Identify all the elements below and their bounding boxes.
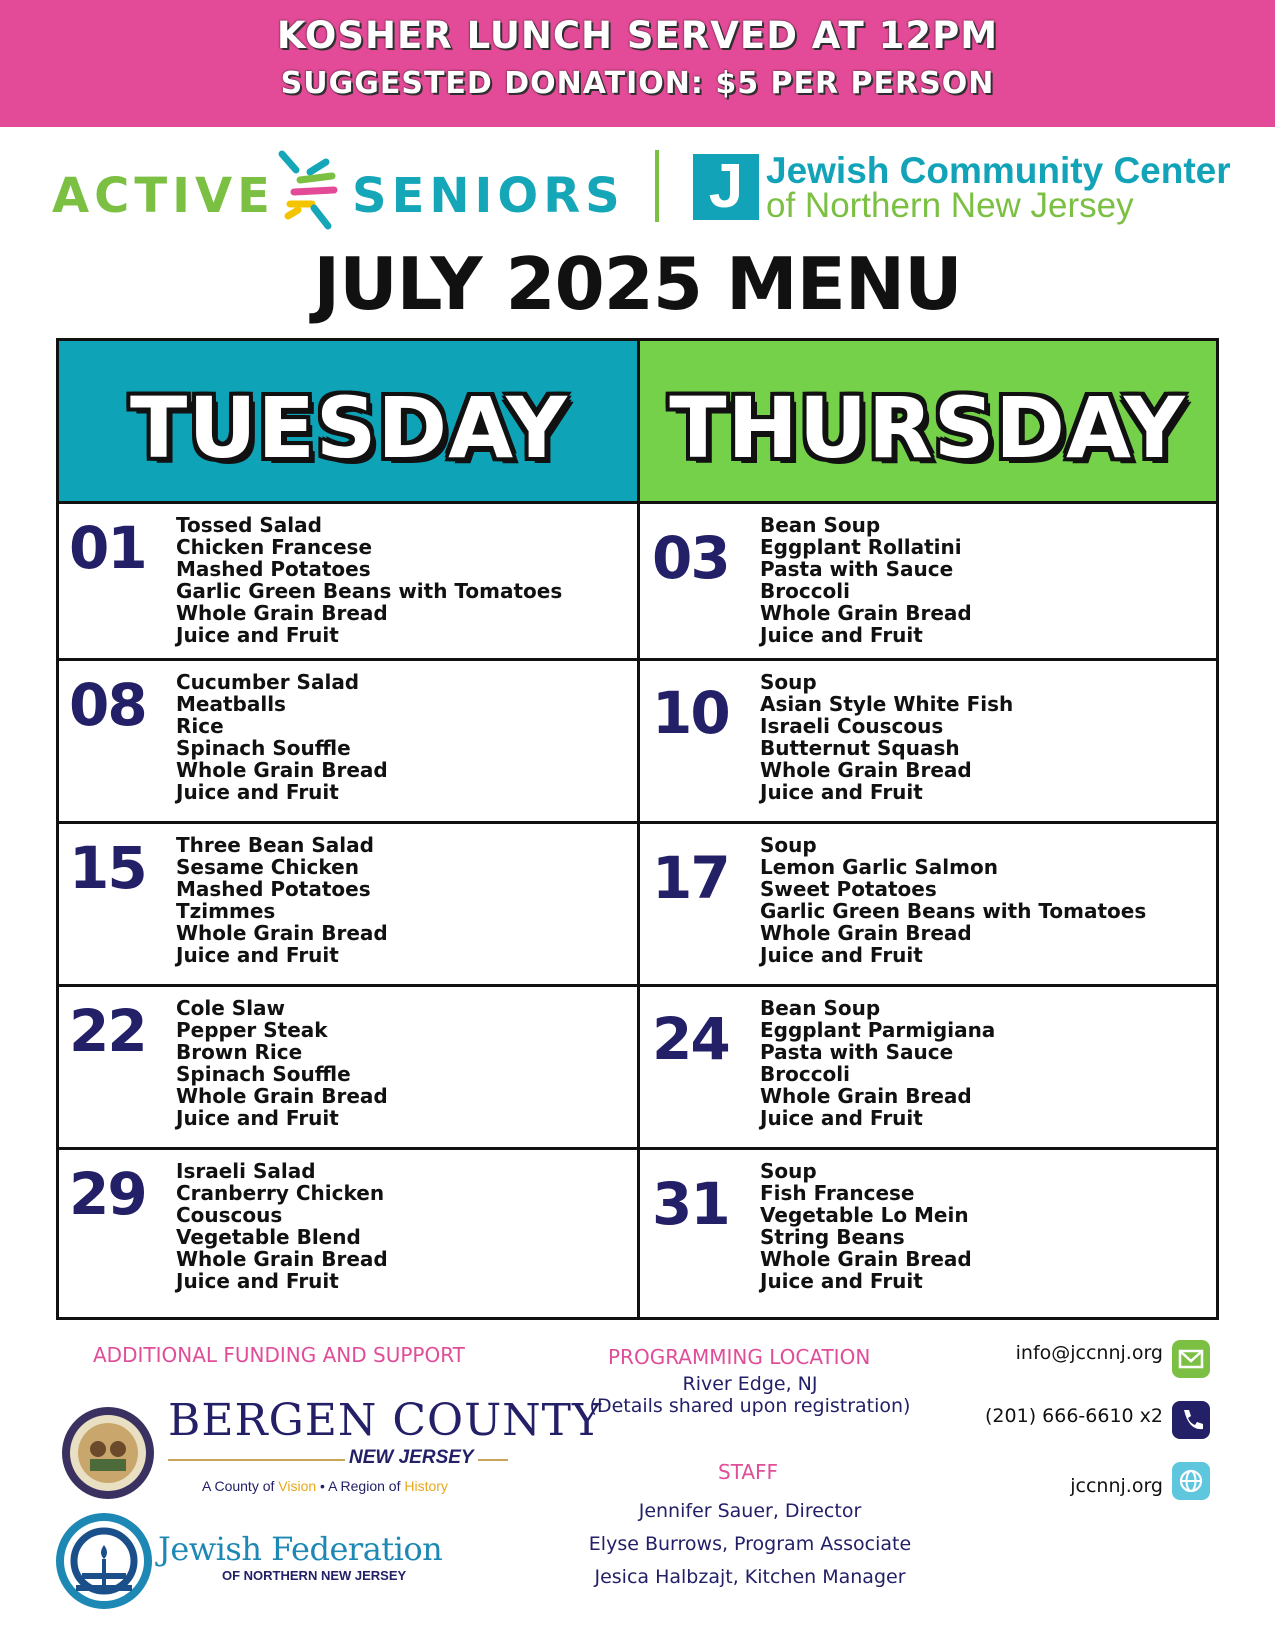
menu-item: Whole Grain Bread [176, 1084, 388, 1108]
menu-item: Spinach Souffle [176, 736, 351, 760]
menu-item: Bean Soup [760, 513, 881, 537]
menu-item: Cole Slaw [176, 996, 286, 1020]
tagline-part: A County of [202, 1478, 279, 1494]
menu-cell-tuesday [59, 1150, 637, 1310]
menu-item: Whole Grain Bread [760, 921, 972, 945]
lunch-time-text: KOSHER LUNCH SERVED AT 12PM [276, 14, 999, 57]
menu-item: Sweet Potatoes [760, 877, 937, 901]
menu-items [176, 1160, 388, 1292]
seniors-logo-text: SENIORS [352, 168, 625, 224]
jcc-logo-mark: J [693, 154, 759, 220]
menu-item: Couscous [176, 1203, 283, 1227]
funding-title: ADDITIONAL FUNDING AND SUPPORT [93, 1343, 465, 1367]
menu-item: Juice and Fruit [176, 943, 339, 967]
menu-cell-thursday [640, 987, 1216, 1147]
menu-item: Vegetable Blend [176, 1225, 361, 1249]
menu-item: Whole Grain Bread [760, 1084, 972, 1108]
menu-item: Juice and Fruit [760, 1269, 923, 1293]
menu-cell-tuesday [59, 824, 637, 984]
menu-items [760, 514, 972, 646]
menu-cell-thursday [640, 824, 1216, 984]
menu-item: Israeli Couscous [760, 714, 944, 738]
menu-item: Whole Grain Bread [760, 1247, 972, 1271]
thursday-header [639, 341, 1216, 504]
tuesday-header-label: TUESDAY [130, 379, 568, 477]
menu-item: Rice [176, 714, 224, 738]
menu-items [760, 1160, 972, 1292]
day-number: 24 [652, 1005, 729, 1073]
menu-cell-tuesday [59, 504, 637, 664]
jcc-name-line2: of Northern New Jersey [766, 186, 1134, 225]
menu-cell-thursday [640, 1150, 1216, 1310]
menu-item: Soup [760, 1159, 817, 1183]
menu-item: Whole Grain Bread [760, 758, 972, 782]
menu-cell-thursday [640, 661, 1216, 821]
menu-item: Asian Style White Fish [760, 692, 1014, 716]
menu-item: Whole Grain Bread [176, 921, 388, 945]
donation-text: SUGGESTED DONATION: $5 PER PERSON [280, 66, 995, 101]
thursday-header-label: THURSDAY [669, 379, 1186, 477]
menu-item: Cranberry Chicken [176, 1181, 385, 1205]
day-number: 22 [69, 997, 146, 1065]
menu-item: Lemon Garlic Salmon [760, 855, 998, 879]
menu-item: Whole Grain Bread [760, 601, 972, 625]
menu-item: Soup [760, 833, 817, 857]
menu-item: Broccoli [760, 579, 851, 603]
tagline-part: • A Region of [316, 1478, 405, 1494]
email-link[interactable]: info@jccnnj.org [1015, 1342, 1163, 1364]
staff-member: Elyse Burrows, Program Associate [588, 1533, 912, 1555]
menu-items [176, 997, 388, 1129]
menu-item: Broccoli [760, 1062, 851, 1086]
menu-item: Garlic Green Beans with Tomatoes [760, 899, 1147, 923]
tagline-highlight: Vision [278, 1478, 317, 1494]
tuesday-header [59, 341, 639, 504]
menu-item: Mashed Potatoes [176, 877, 371, 901]
bergen-county-title: BERGEN COUNTY [168, 1395, 603, 1446]
top-banner [0, 0, 1275, 127]
day-number: 15 [69, 834, 146, 902]
menu-item: Whole Grain Bread [176, 1247, 388, 1271]
location-details: (Details shared upon registration) [589, 1395, 911, 1417]
menu-item: Juice and Fruit [176, 1269, 339, 1293]
menu-item: Pasta with Sauce [760, 1040, 954, 1064]
menu-item: Eggplant Rollatini [760, 535, 962, 559]
staff-member: Jesica Halbzajt, Kitchen Manager [594, 1566, 906, 1588]
menu-item: Juice and Fruit [760, 1106, 923, 1130]
menu-item: Pepper Steak [176, 1018, 328, 1042]
menu-item: Spinach Souffle [176, 1062, 351, 1086]
menu-item: Vegetable Lo Mein [760, 1203, 969, 1227]
menu-item: Mashed Potatoes [176, 557, 371, 581]
menu-cell-thursday [640, 504, 1216, 664]
menu-item: Eggplant Parmigiana [760, 1018, 996, 1042]
runner-icon [272, 148, 352, 233]
menu-item: Meatballs [176, 692, 286, 716]
logo-divider [655, 150, 659, 222]
menu-item: Juice and Fruit [176, 623, 339, 647]
menu-item: Butternut Squash [760, 736, 960, 760]
menu-cell-tuesday [59, 661, 637, 821]
menu-item: Israeli Salad [176, 1159, 316, 1183]
menu-item: Tzimmes [176, 899, 276, 923]
day-number: 03 [652, 524, 729, 592]
menu-item: Cucumber Salad [176, 670, 360, 694]
menu-items [760, 997, 995, 1129]
menu-item: String Beans [760, 1225, 905, 1249]
bergen-seal-icon [60, 1405, 156, 1501]
menu-item: Soup [760, 670, 817, 694]
menu-items [176, 671, 388, 803]
staff-member: Jennifer Sauer, Director [638, 1500, 862, 1522]
staff-title: STAFF [718, 1460, 779, 1484]
page-title: JULY 2025 MENU [313, 242, 962, 326]
day-number: 31 [652, 1170, 729, 1238]
day-number: 29 [69, 1160, 146, 1228]
menu-cell-tuesday [59, 987, 637, 1147]
menu-table [56, 338, 1219, 1320]
menorah-icon [56, 1513, 152, 1609]
location-city: River Edge, NJ [682, 1373, 818, 1395]
menu-item: Whole Grain Bread [176, 601, 388, 625]
menu-item: Sesame Chicken [176, 855, 359, 879]
menu-item: Brown Rice [176, 1040, 303, 1064]
tagline-highlight: History [404, 1478, 448, 1494]
location-title: PROGRAMMING LOCATION [608, 1345, 871, 1369]
menu-item: Pasta with Sauce [760, 557, 954, 581]
menu-item: Tossed Salad [176, 513, 322, 537]
menu-item: Chicken Francese [176, 535, 373, 559]
federation-name: Jewish Federation [158, 1530, 443, 1568]
day-number: 01 [69, 514, 146, 582]
jcc-name-line1: Jewish Community Center [766, 150, 1231, 191]
menu-item: Juice and Fruit [176, 1106, 339, 1130]
menu-item: Whole Grain Bread [176, 758, 388, 782]
menu-item: Juice and Fruit [760, 943, 923, 967]
globe-icon [1172, 1462, 1210, 1500]
email-icon [1172, 1340, 1210, 1378]
phone-icon [1172, 1401, 1210, 1439]
menu-item: Bean Soup [760, 996, 881, 1020]
menu-item: Juice and Fruit [760, 780, 923, 804]
day-number: 08 [69, 671, 146, 739]
menu-item: Three Bean Salad [176, 833, 374, 857]
menu-items [760, 671, 1013, 803]
website-link[interactable]: jccnnj.org [1070, 1475, 1163, 1497]
menu-item: Fish Francese [760, 1181, 915, 1205]
menu-items [176, 834, 388, 966]
federation-subtitle: OF NORTHERN NEW JERSEY [222, 1568, 407, 1583]
active-logo-text: ACTIVE [52, 168, 275, 224]
day-number: 17 [652, 844, 729, 912]
menu-item: Garlic Green Beans with Tomatoes [176, 579, 563, 603]
menu-item: Juice and Fruit [176, 780, 339, 804]
bergen-state-text: NEW JERSEY [345, 1447, 478, 1469]
menu-item: Juice and Fruit [760, 623, 923, 647]
bergen-tagline [202, 1478, 448, 1494]
day-number: 10 [652, 679, 729, 747]
menu-items [760, 834, 1146, 966]
phone-link[interactable]: (201) 666-6610 x2 [985, 1405, 1163, 1427]
menu-items [176, 514, 562, 646]
